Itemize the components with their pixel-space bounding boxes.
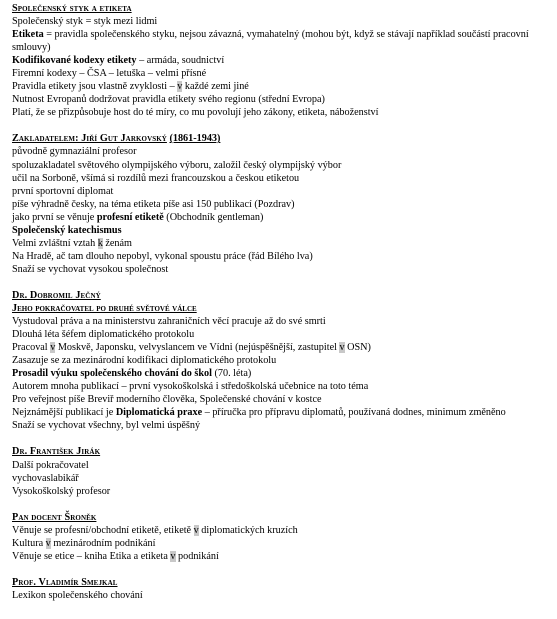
paragraph-line: Zasazuje se za mezinárodní kodifikaci diplomatického protokolu [12, 355, 277, 367]
section-subheading: Jeho pokračovatel po druhé světové válce [12, 302, 197, 314]
text-run: Pravidla etikety jsou vlastně zvyklosti – [12, 81, 178, 93]
text-run: Věnuje se etice – kniha Etika a etiketa [12, 550, 171, 562]
text-run: Moskvě, Japonsku, velvyslancem ve Vídni (nejúspěšnější, zastupitel [55, 342, 340, 354]
paragraph-line [12, 550, 551, 563]
paragraph-line [12, 237, 551, 250]
section-founder [12, 132, 551, 276]
paragraph-line: Autorem mnoha publikací – první vysokoškolská i středoškolská učebnice na toto téma [12, 381, 369, 393]
text-run: jako první se věnuje [12, 211, 97, 223]
section-heading: Dr. František Jirák [12, 446, 101, 458]
paragraph-line: Platí, že se přizpůsobuje host do té míry, co mu povolují jeho zákony, etiketa, náboženství [12, 107, 379, 119]
paragraph-line: Firemní kodexy – ČSA – letuška – velmi přísné [12, 68, 207, 80]
paragraph-line: spoluzakladatel světového olympijského výboru, založil český olympijský výbor [12, 159, 342, 171]
section-heading: Společenský styk a etiketa [12, 3, 132, 14]
paragraph-line: Další pokračovatel [12, 459, 89, 471]
section-dobromil-jecny [12, 289, 551, 433]
text-run: – příručka pro přípravu diplomatů, používaná dodnes, minimum změněno [202, 407, 506, 419]
text-run: každé zemi jiné [182, 81, 249, 93]
text-run: = pravidla společenského styku, nejsou závazná, vymahatelný (mohou být, když se stávají například součástí pracovní smlouvy) [12, 29, 529, 54]
highlighted-preposition: v [177, 81, 183, 93]
section-vladimir-smejkal [12, 576, 551, 602]
paragraph-line: Společenský styk = styk mezi lidmi [12, 16, 158, 28]
bold-term: profesní etiketě [96, 211, 164, 223]
paragraph-line [12, 341, 551, 354]
text-run: ženám [102, 237, 132, 249]
paragraph-line: Společenský katechismus [12, 224, 122, 236]
heading-years: (1861-1943) [169, 133, 221, 145]
paragraph-line [12, 28, 551, 54]
section-frantisek-jirak [12, 445, 551, 497]
paragraph-line [12, 80, 551, 93]
document-page [12, 2, 551, 602]
paragraph-line: Nutnost Evropanů dodržovat pravidla etikety svého regionu (střední Evropa) [12, 94, 325, 106]
text-run: Kultura [12, 537, 46, 549]
highlighted-preposition: v [50, 342, 56, 354]
text-run: Nejznámější publikací je [12, 407, 116, 419]
text-run: (70. léta) [211, 368, 252, 380]
text-run: Velmi zvláštní vztah [12, 237, 98, 249]
paragraph-line: Snaží se vychovat všechny, byl velmi úspěšný [12, 420, 201, 432]
section-social-etiquette [12, 2, 551, 119]
heading-name: Zakladatelem: Jiří Gut Jarkovský [12, 133, 167, 145]
paragraph-line: vychovaslabikář [12, 472, 79, 484]
paragraph-line: píše výhradně česky, na téma etiketa píše asi 150 publikací (Pozdrav) [12, 198, 295, 210]
paragraph-line [12, 54, 551, 67]
text-run: diplomatických kruzích [198, 524, 298, 536]
highlighted-preposition: k [97, 237, 103, 249]
text-run: – armáda, soudnictví [136, 55, 225, 67]
section-heading: Pan docent Šroněk [12, 511, 97, 523]
paragraph-line: Dlouhá léta šéfem diplomatického protokolu [12, 329, 195, 341]
section-heading: Prof. Vladimír Smejkal [12, 576, 118, 588]
highlighted-preposition: v [170, 550, 176, 562]
highlighted-preposition: v [339, 342, 345, 354]
paragraph-line [12, 211, 551, 224]
bold-term: Prosadil výuku společenského chování do škol [12, 368, 212, 380]
bold-term: Diplomatická praxe [115, 407, 203, 419]
section-heading: Dr. Dobromil Ječný [12, 289, 101, 301]
text-run: Věnuje se profesní/obchodní etiketě, etiketě [12, 524, 194, 536]
paragraph-line [12, 537, 551, 550]
paragraph-line [12, 367, 551, 380]
bold-term: Kodifikované kodexy etikety [12, 55, 137, 67]
text-run: Pracoval [12, 342, 51, 354]
text-run: mezinárodním podnikání [50, 537, 156, 549]
bold-term: Etiketa [12, 29, 44, 41]
text-run: (Obchodník gentleman) [163, 211, 264, 223]
highlighted-preposition: v [193, 524, 199, 536]
paragraph-line: Lexikon společenského chování [12, 589, 143, 601]
paragraph-line: původně gymnaziální profesor [12, 146, 137, 158]
paragraph-line: učil na Sorboně, všímá si rozdílů mezi francouzskou a českou etiketou [12, 172, 300, 184]
paragraph-line: Pro veřejnost píše Breviř moderního člověka, Společenské chování v kostce [12, 394, 322, 406]
section-heading [12, 132, 551, 145]
paragraph-line: Snaží se vychovat vysokou společnost [12, 263, 169, 275]
highlighted-preposition: v [45, 537, 51, 549]
paragraph-line: Na Hradě, ač tam dlouho nepobyl, vykonal spoustu práce (řád Bílého lva) [12, 250, 313, 262]
paragraph-line: první sportovní diplomat [12, 185, 114, 197]
text-run: podnikání [175, 550, 219, 562]
section-docent-sronek [12, 511, 551, 563]
paragraph-line [12, 406, 551, 419]
paragraph-line: Vysokoškolský profesor [12, 485, 111, 497]
paragraph-line: Vystudoval práva a na ministerstvu zahraničních věcí pracuje až do své smrti [12, 316, 326, 328]
text-run: OSN) [344, 342, 371, 354]
paragraph-line [12, 524, 551, 537]
